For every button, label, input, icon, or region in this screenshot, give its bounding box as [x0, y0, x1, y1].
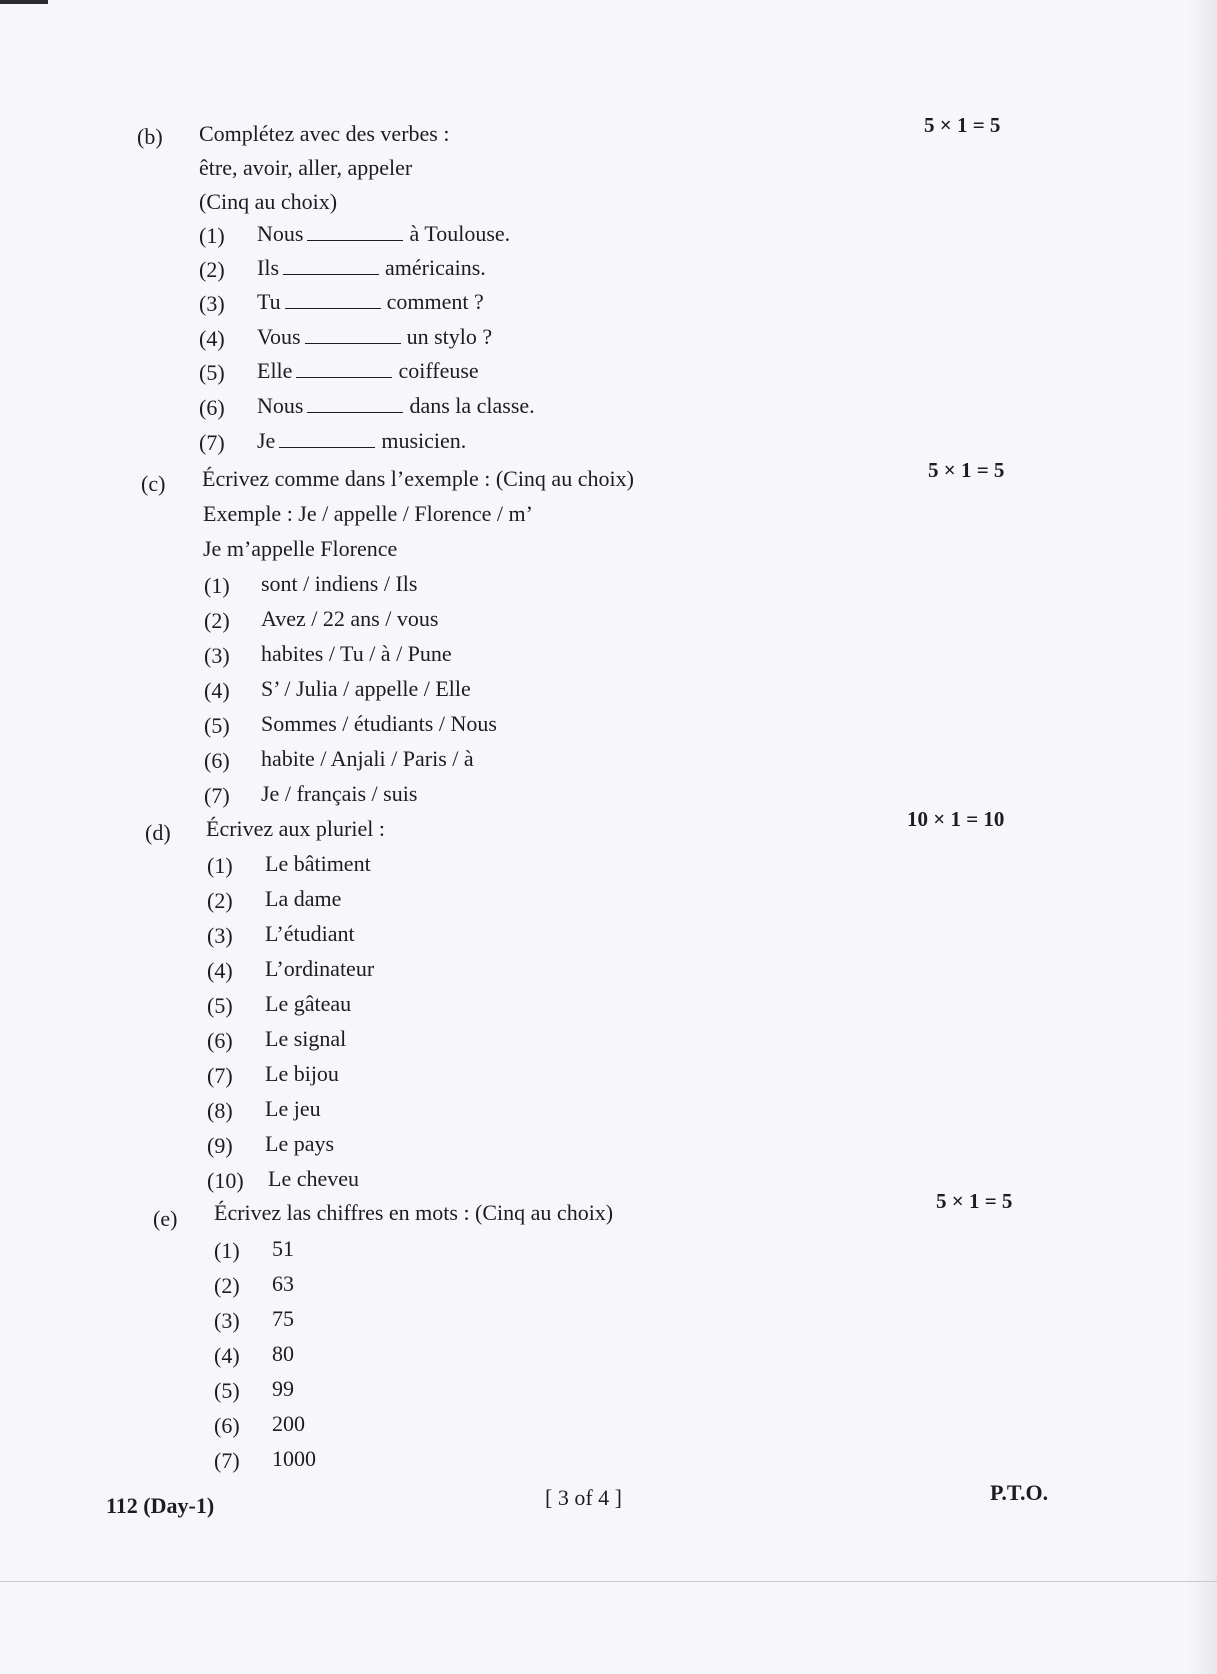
page-bottom-edge	[0, 1581, 1217, 1582]
item-number: (5)	[199, 360, 225, 385]
item-text: Nous à Toulouse.	[257, 221, 511, 246]
item-text: 80	[272, 1341, 294, 1366]
item-number: (3)	[204, 643, 230, 668]
item-number: (4)	[214, 1343, 240, 1368]
item-number: (9)	[207, 1133, 233, 1158]
item-text: Le pays	[265, 1131, 335, 1156]
item-number: (6)	[199, 395, 225, 420]
item-number: (3)	[207, 923, 233, 948]
item-number: (3)	[199, 291, 225, 316]
section-c-example: Exemple : Je / appelle / Florence / m’	[203, 501, 533, 526]
item-number: (7)	[204, 783, 230, 808]
page-edge-shadow	[1187, 0, 1217, 1674]
item-number: (6)	[204, 748, 230, 773]
item-number: (4)	[199, 326, 225, 351]
section-d-marks: 10 × 1 = 10	[907, 807, 1005, 831]
item-text: L’ordinateur	[265, 956, 375, 981]
item-text: 1000	[272, 1446, 316, 1471]
item-text: Le jeu	[265, 1096, 321, 1121]
item-number: (1)	[207, 853, 233, 878]
item-number: (5)	[214, 1378, 240, 1403]
item-number: (1)	[204, 573, 230, 598]
item-number: (7)	[214, 1448, 240, 1473]
section-b-choice: (Cinq au choix)	[199, 189, 338, 214]
item-text: Elle coiffeuse	[257, 358, 479, 383]
section-c-marks: 5 × 1 = 5	[928, 458, 1005, 482]
item-text: La dame	[265, 886, 342, 911]
item-number: (2)	[204, 608, 230, 633]
item-number: (2)	[199, 257, 225, 282]
answer-blank	[279, 429, 375, 448]
section-b-title: Complétez avec des verbes :	[199, 121, 450, 146]
answer-blank	[285, 290, 381, 309]
item-number: (1)	[199, 223, 225, 248]
section-e-marks: 5 × 1 = 5	[936, 1189, 1013, 1213]
section-e-label: (e)	[153, 1206, 178, 1231]
item-number: (10)	[207, 1168, 244, 1193]
item-number: (2)	[214, 1273, 240, 1298]
item-number: (8)	[207, 1098, 233, 1123]
section-b-verbs: être, avoir, aller, appeler	[199, 155, 413, 180]
item-number: (7)	[199, 430, 225, 455]
item-text: Je / français / suis	[261, 781, 418, 806]
item-text: Le gâteau	[265, 991, 352, 1016]
item-number: (5)	[207, 993, 233, 1018]
item-number: (1)	[214, 1238, 240, 1263]
item-text: Le signal	[265, 1026, 347, 1051]
item-text: Vous un stylo ?	[257, 324, 493, 349]
item-number: (5)	[204, 713, 230, 738]
answer-blank	[296, 359, 392, 378]
section-e-title: Écrivez las chiffres en mots : (Cinq au choix)	[214, 1200, 614, 1225]
item-text: Sommes / étudiants / Nous	[261, 711, 497, 736]
section-c-label: (c)	[141, 471, 166, 496]
item-text: S’ / Julia / appelle / Elle	[261, 676, 471, 701]
item-text: Le cheveu	[268, 1166, 359, 1191]
item-number: (2)	[207, 888, 233, 913]
item-text: 75	[272, 1306, 294, 1331]
answer-blank	[305, 325, 401, 344]
answer-blank	[307, 394, 403, 413]
answer-blank	[283, 256, 379, 275]
item-text: Nous dans la classe.	[257, 393, 535, 418]
page-number: [ 3 of 4 ]	[545, 1485, 622, 1510]
item-text: habite / Anjali / Paris / à	[261, 746, 474, 771]
item-text: 51	[272, 1236, 294, 1261]
item-text: 200	[272, 1411, 305, 1436]
section-d-label: (d)	[145, 820, 171, 845]
answer-blank	[307, 222, 403, 241]
item-number: (6)	[207, 1028, 233, 1053]
section-b-label: (b)	[137, 124, 163, 149]
item-number: (4)	[204, 678, 230, 703]
section-c-answer: Je m’appelle Florence	[203, 536, 398, 561]
item-number: (6)	[214, 1413, 240, 1438]
item-text: Le bijou	[265, 1061, 339, 1086]
item-text: Avez / 22 ans / vous	[261, 606, 439, 631]
item-text: L’étudiant	[265, 921, 355, 946]
scan-mark	[0, 0, 48, 4]
item-text: Le bâtiment	[265, 851, 371, 876]
item-text: Tu comment ?	[257, 289, 484, 314]
item-number: (3)	[214, 1308, 240, 1333]
item-number: (4)	[207, 958, 233, 983]
section-d-title: Écrivez aux pluriel :	[206, 816, 385, 841]
item-text: habites / Tu / à / Pune	[261, 641, 452, 666]
section-b-marks: 5 × 1 = 5	[924, 113, 1001, 137]
item-text: 99	[272, 1376, 294, 1401]
item-text: sont / indiens / Ils	[261, 571, 418, 596]
item-text: Ils américains.	[257, 255, 486, 280]
paper-code: 112 (Day-1)	[106, 1493, 215, 1518]
item-text: Je musicien.	[257, 428, 467, 453]
item-number: (7)	[207, 1063, 233, 1088]
pto-label: P.T.O.	[990, 1480, 1049, 1505]
item-text: 63	[272, 1271, 294, 1296]
section-c-title: Écrivez comme dans l’exemple : (Cinq au choix)	[202, 466, 634, 491]
